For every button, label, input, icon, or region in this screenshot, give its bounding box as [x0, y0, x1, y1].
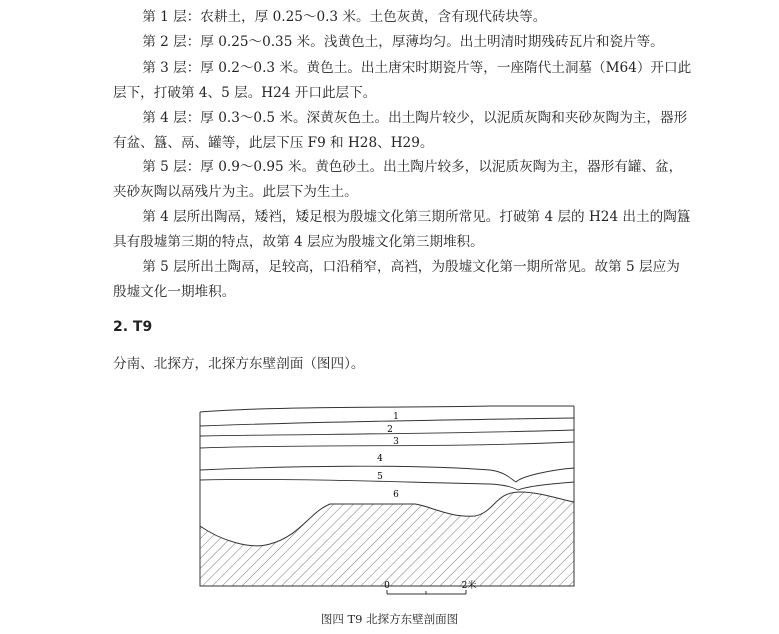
layer-label-5: 5	[377, 472, 383, 482]
text-line: 有盆、簋、鬲、罐等，此层下压 F9 和 H28、H29。	[113, 134, 434, 151]
section-intro-paragraph	[113, 352, 703, 377]
text-line: 第 1 层：农耕土，厚 0.25～0.3 米。土色灰黄，含有现代砖块等。	[142, 9, 547, 25]
layer-label-6: 6	[393, 490, 399, 500]
section-heading: 2. T9	[113, 319, 153, 335]
layer-4-dating-paragraph	[113, 205, 703, 254]
layer-label-2: 2	[387, 425, 393, 435]
text-line: 第 5 层所出土陶鬲，足较高，口沿稍窄，高裆，为殷墟文化第一期所常见。故第 5 层应为	[142, 259, 680, 275]
scale-bar-end-label: 2米	[461, 581, 477, 591]
layer-5-dating-paragraph	[113, 255, 703, 304]
ground-surface-line	[200, 406, 574, 412]
layer-3-paragraph	[113, 56, 703, 105]
layer-label-1: 1	[393, 412, 399, 422]
text-line: 第 4 层：厚 0.3～0.5 米。深黄灰色土。出土陶片较少，以泥质灰陶和夹砂灰陶为主，器形	[142, 110, 688, 126]
layer-1-paragraph	[113, 5, 703, 30]
text-line: 分南、北探方，北探方东壁剖面（图四）。	[113, 356, 365, 372]
text-line: 第 5 层：厚 0.9～0.95 米。黄色砂土。出土陶片较多，以泥质灰陶为主，器形有罐、盆，	[142, 159, 683, 175]
figure-caption: 图四 T9 北探方东壁剖面图	[320, 612, 459, 626]
layer-4-paragraph	[113, 106, 703, 155]
layer-label-3: 3	[393, 437, 399, 447]
text-line: 层下，打破第 4、5 层。H24 开口此层下。	[113, 84, 377, 101]
text-line: 第 2 层：厚 0.25～0.35 米。浅黄色土，厚薄均匀。出土明清时期残砖瓦片和瓷片等。	[142, 34, 664, 50]
layer-2-paragraph	[113, 30, 703, 55]
text-line: 第 3 层：厚 0.2～0.3 米。黄色土。出土唐宋时期瓷片等，一座隋代土洞墓（M64）开口此	[142, 60, 692, 76]
layer-boundary-3-4	[200, 442, 574, 448]
subsoil-hatched-area	[200, 492, 574, 586]
text-line: 具有殷墟第三期的特点，故第 4 层应为殷墟文化第三期堆积。	[113, 233, 484, 250]
text-line: 夹砂灰陶以鬲残片为主。此层下为生土。	[113, 183, 358, 200]
layer-5-paragraph	[113, 155, 703, 204]
scale-bar-start-label: 0	[384, 581, 390, 591]
layer-label-4: 4	[377, 454, 383, 464]
text-line: 第 4 层所出陶鬲，矮裆，矮足根为殷墟文化第三期所常见。打破第 4 层的 H24 出土的陶簋	[142, 209, 691, 225]
text-line: 殷墟文化一期堆积。	[113, 283, 236, 300]
profile-figure	[190, 400, 590, 610]
